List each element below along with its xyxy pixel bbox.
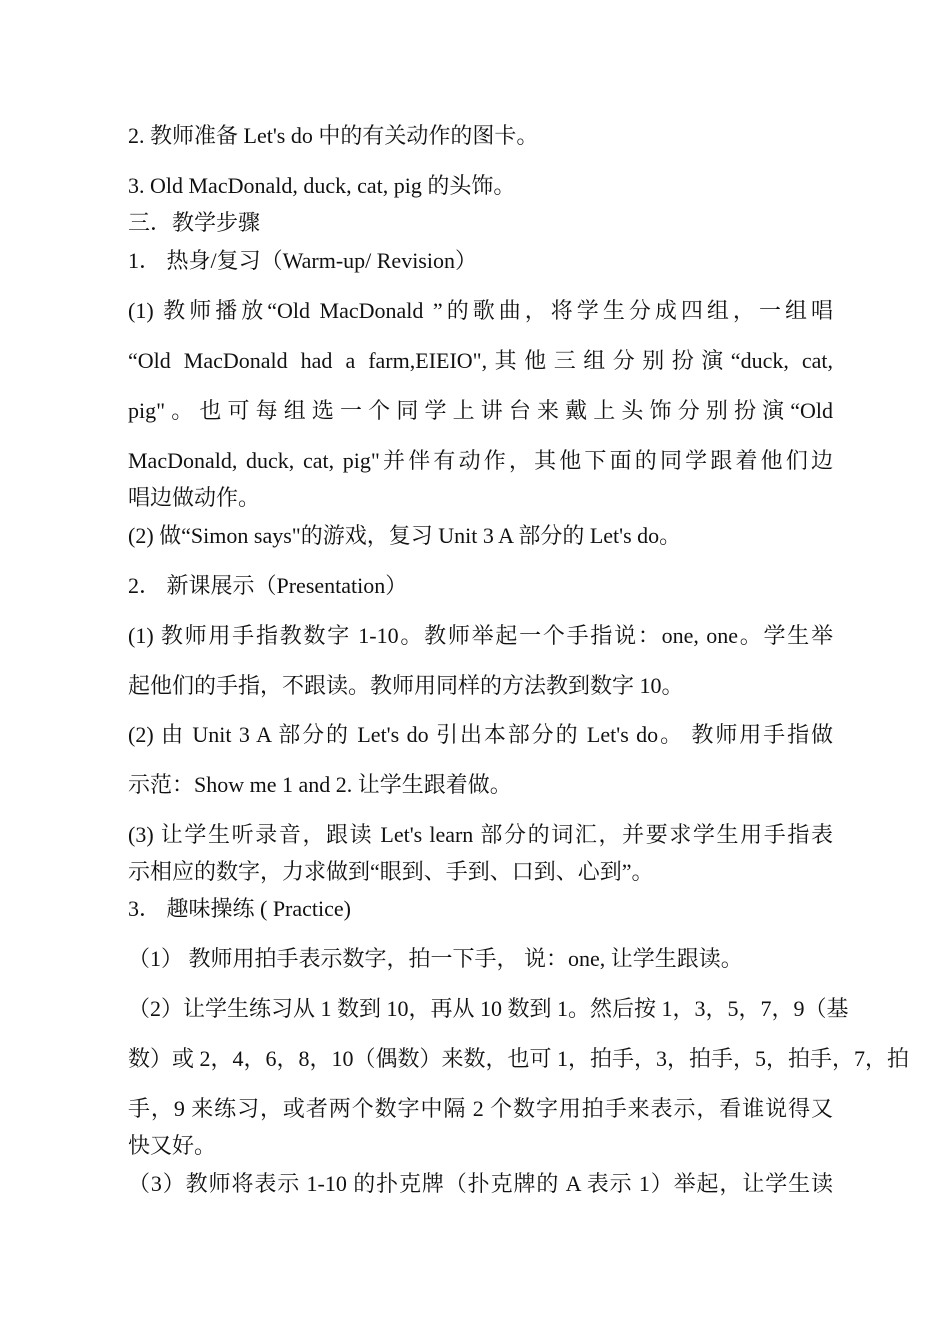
text-line: 唱边做动作。 [128, 485, 261, 510]
text-line: 快又好。 [128, 1133, 217, 1158]
text-line: (2) 做“Simon says"的游戏，复习 Unit 3 A 部分的 Let's do。 [128, 523, 682, 548]
text-line: 2. 教师准备 Let's do 中的有关动作的图卡。 [128, 123, 539, 148]
step-heading: 3． 趣味操练 ( Practice) [128, 896, 351, 921]
text-line: (3) 让学生听录音，跟读 Let's learn 部分的词汇，并要求学生用手指表 [128, 822, 833, 847]
text-line: 数）或 2，4，6，8，10（偶数）来数，也可 1，拍手，3，拍手，5，拍手，7，拍 [128, 1046, 910, 1071]
text-line: 示范：Show me 1 and 2. 让学生跟着做。 [128, 772, 512, 797]
step-heading: 1． 热身/复习（Warm-up/ Revision） [128, 248, 477, 273]
text-line: (1) 教师用手指教数字 1-10。教师举起一个手指说：one, one。学生举 [128, 623, 833, 648]
text-line: 3. Old MacDonald, duck, cat, pig 的头饰。 [128, 173, 516, 198]
text-line: (1) 教师播放“Old MacDonald ”的歌曲，将学生分成四组，一组唱 [128, 298, 833, 323]
text-line: （1） 教师用拍手表示数字，拍一下手， 说：one, 让学生跟读。 [128, 946, 743, 971]
text-line: pig"。也可每组选一个同学上讲台来戴上头饰分别扮演“Old [128, 398, 833, 423]
text-line: 手，9 来练习，或者两个数字中隔 2 个数字用拍手来表示，看谁说得又 [128, 1096, 833, 1121]
text-line: 示相应的数字，力求做到“眼到、手到、口到、心到”。 [128, 859, 654, 884]
section-heading: 三．教学步骤 [128, 210, 261, 235]
text-line: MacDonald, duck, cat, pig"并伴有动作，其他下面的同学跟着他们边 [128, 448, 833, 473]
text-line: （3）教师将表示 1-10 的扑克牌（扑克牌的 A 表示 1）举起，让学生读 [128, 1171, 833, 1196]
text-line: “Old MacDonald had a farm,EIEIO",其他三组分别扮演“duck, cat, [128, 348, 833, 373]
text-line: 起他们的手指，不跟读。教师用同样的方法教到数字 10。 [128, 673, 684, 698]
text-line: (2) 由 Unit 3 A 部分的 Let's do 引出本部分的 Let's do。 教师用手指做 [128, 722, 833, 747]
step-heading: 2． 新课展示（Presentation） [128, 573, 408, 598]
text-line: （2）让学生练习从 1 数到 10，再从 10 数到 1。然后按 1，3，5，7，9（基 [128, 996, 849, 1021]
